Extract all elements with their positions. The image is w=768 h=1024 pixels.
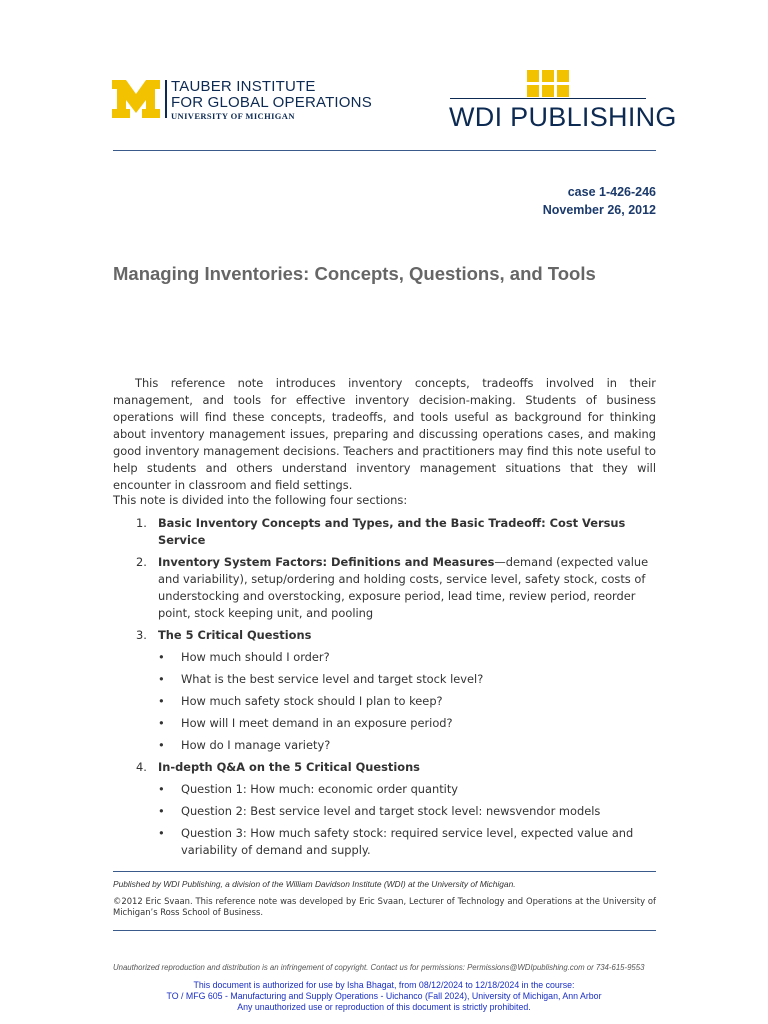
section-number: 1.	[136, 516, 147, 530]
section-list	[113, 515, 656, 864]
copyright-warning: Unauthorized reproduction and distribution is an infringement of copyright. Contact us for permissions: Permissions@WDIpublishing.com or 734-615-9553	[113, 963, 645, 972]
section-item	[113, 515, 656, 549]
bullet-icon: •	[158, 804, 165, 818]
list-item: • How much safety stock should I plan to keep?	[158, 694, 443, 708]
list-item: • How much should I order?	[158, 650, 330, 664]
section-heading: Basic Inventory Concepts and Types, and the Basic Tradeoff: Cost Versus Service	[158, 516, 626, 547]
footer-divider-top	[113, 871, 656, 872]
section-heading: In-depth Q&A on the 5 Critical Questions	[158, 760, 420, 774]
intro-paragraph: This reference note introduces inventory concepts, tradeoffs involved in their management, and tools for effective inventory decision-making. Students of business operations will find these concepts, tradeoffs, and tools useful as background for thinking about inventory management issues, preparing and discussing operations cases, and making good inventory management decisions. Teachers and practitioners may find this note useful to help students and others understand inventory management situations that they will encounter in classroom and field settings.	[113, 376, 656, 492]
bullet-icon: •	[158, 826, 165, 840]
footer-divider-bottom	[113, 930, 656, 931]
section-number: 4.	[136, 760, 147, 774]
list-item: • Question 3: How much safety stock: required service level, expected value and variability of demand and supply.	[158, 826, 634, 857]
bullet-icon: •	[158, 650, 165, 664]
list-item: • Question 2: Best service level and target stock level: newsvendor models	[158, 804, 601, 818]
bullet-icon: •	[158, 716, 165, 730]
copyright-note: ©2012 Eric Svaan. This reference note was developed by Eric Svaan, Lecturer of Technology and Operations at the University of Michigan’s Ross School of Business.	[113, 896, 656, 917]
sections-intro: This note is divided into the following four sections:	[113, 493, 408, 507]
wdi-rule	[450, 98, 646, 99]
list-item: • What is the best service level and target stock level?	[158, 672, 484, 686]
case-info	[543, 183, 656, 219]
bullet-icon: •	[158, 672, 165, 686]
qa-list	[158, 781, 656, 859]
section-description: —demand (expected value and variability), setup/ordering and holding costs, service level, safety stock, costs of understocking and overstocking, exposure period, lead time, review period, reorder point, stock keeping unit, and pooling	[158, 555, 649, 620]
case-number: case 1-426-246	[567, 185, 656, 199]
tauber-line1: TAUBER INSTITUTE	[171, 78, 316, 95]
section-number: 3.	[136, 628, 147, 642]
page-title: Managing Inventories: Concepts, Questions, and Tools	[113, 263, 596, 284]
section-item	[113, 759, 656, 859]
question-list	[158, 649, 656, 754]
section-item	[113, 627, 656, 754]
section-item	[113, 554, 656, 622]
authorization-stamp	[0, 980, 768, 1013]
tauber-logo-text	[171, 79, 372, 121]
wdi-publishing-logo-text: WDI PUBLISHING	[449, 102, 677, 132]
logo-divider	[165, 80, 167, 118]
header-divider	[113, 150, 656, 151]
authorization-line3: Any unauthorized use or reproduction of this document is strictly prohibited.	[237, 1002, 531, 1012]
section-heading: The 5 Critical Questions	[158, 628, 312, 642]
section-number: 2.	[136, 555, 147, 569]
publisher-note: Published by WDI Publishing, a division of the William Davidson Institute (WDI) at the University of Michigan.	[113, 879, 516, 889]
list-item: • How do I manage variety?	[158, 738, 331, 752]
list-item: • Question 1: How much: economic order quantity	[158, 782, 459, 796]
tauber-line3: UNIVERSITY OF MICHIGAN	[171, 111, 295, 121]
bullet-icon: •	[158, 782, 165, 796]
tauber-line2: FOR GLOBAL OPERATIONS	[171, 94, 372, 111]
case-date: November 26, 2012	[542, 203, 656, 217]
bullet-icon: •	[158, 738, 165, 752]
authorization-line2: TO / MFG 605 - Manufacturing and Supply Operations - Uichanco (Fall 2024), University of Michigan, Ann Arbor	[166, 991, 602, 1001]
block-m-logo	[112, 80, 160, 118]
wdi-squares-logo	[527, 70, 569, 98]
authorization-line1: This document is authorized for use by Isha Bhagat, from 08/12/2024 to 12/18/2024 in the course:	[193, 980, 575, 990]
section-heading: Inventory System Factors: Definitions and Measures	[158, 555, 495, 569]
list-item: • How will I meet demand in an exposure period?	[158, 716, 453, 730]
bullet-icon: •	[158, 694, 165, 708]
